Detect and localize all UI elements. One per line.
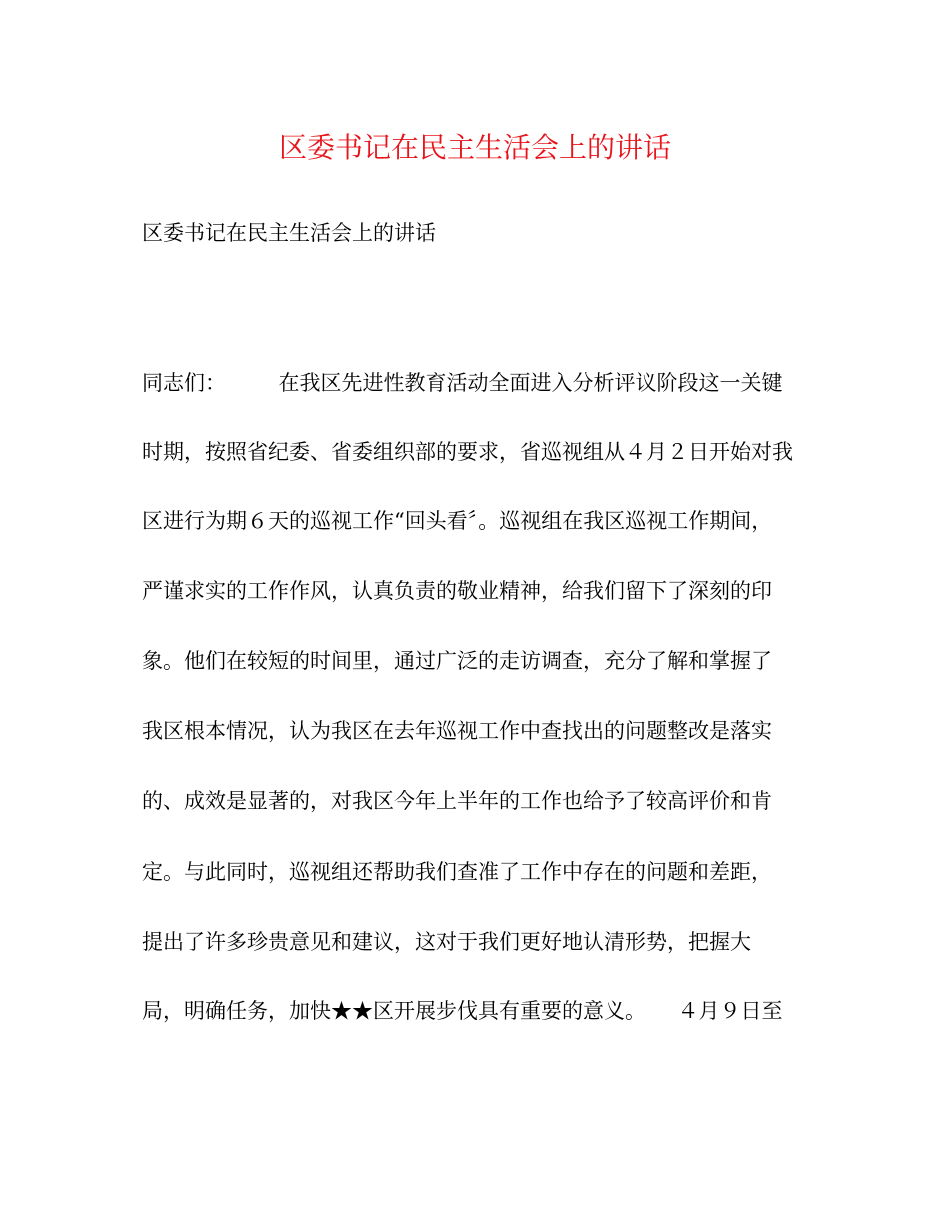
body-line-6: 我区根本情况，认为我区在去年巡视工作中查找出的问题整改是落实 (142, 719, 772, 743)
body-line-4: 严谨求实的工作作风，认真负责的敬业精神，给我们留下了深刻的印 (142, 579, 772, 603)
body-line-7: 的、成效是显著的，对我区今年上半年的工作也给予了较高评价和肯 (142, 789, 772, 813)
body-line-9: 提出了许多珍贵意见和建议，这对于我们更好地认清形势，把握大 (142, 930, 751, 954)
body-line-5: 象。他们在较短的时间里，通过广泛的走访调查，充分了解和掌握了 (142, 649, 772, 673)
body-line-8: 定。与此同时，巡视组还帮助我们查准了工作中存在的问题和差距， (142, 860, 772, 884)
body-line-3: 区进行为期６天的巡视工作“回头看〞。巡视组在我区巡视工作期间， (142, 509, 773, 533)
document-subtitle: 区委书记在民主生活会上的讲话 (142, 221, 436, 245)
document-title: 区委书记在民主生活会上的讲话 (278, 131, 671, 164)
body-line-10: 局，明确任务，加快★★区开展步伐具有重要的意义。 ４月９日至 (142, 999, 783, 1023)
body-line-1: 同志们： 在我区先进性教育活动全面进入分析评议阶段这一关键 (142, 371, 783, 395)
body-line-2: 时期，按照省纪委、省委组织部的要求，省巡视组从４月２日开始对我 (142, 440, 793, 464)
